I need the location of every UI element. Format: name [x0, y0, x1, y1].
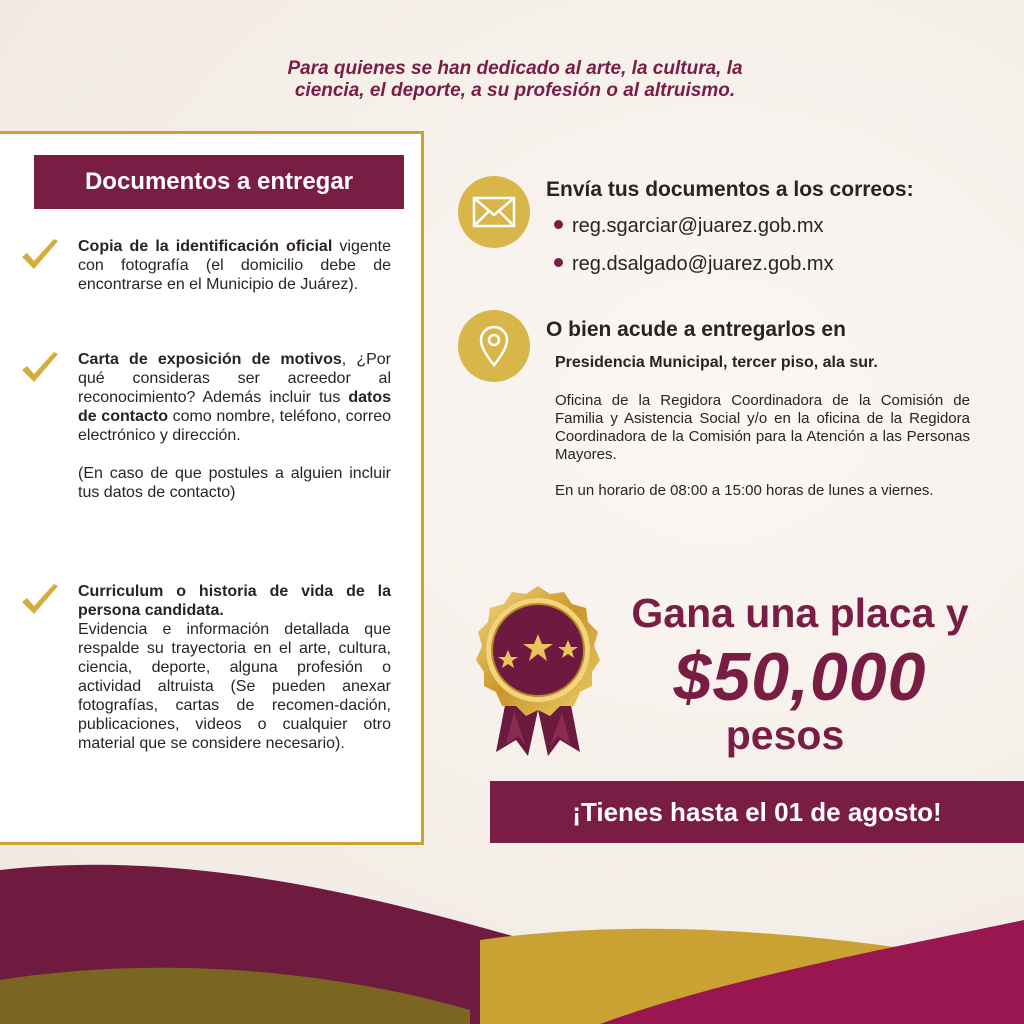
requirement-detail: vigente con fotografía (el domicilio debe de encontrarse en el Municipio de Juárez).	[78, 238, 391, 293]
requirement-detail: , ¿Por qué consideras ser acreedor al reconocimiento? Además incluir tus	[78, 351, 392, 406]
email-item	[554, 213, 994, 239]
documents-card	[0, 131, 424, 845]
mail-icon-circle	[458, 176, 530, 248]
documents-header: Documentos a entregar	[34, 155, 404, 209]
requirement-detail: Evidencia e información detallada que respalde su trayectoria en el arte, cultura, ciencia, deporte, alguna profesión o actividad altruista (Se pueden anexar fotografías, cartas de recomen-dación, publicaciones, videos o cualquier otro material que se considere necesario).	[78, 621, 391, 752]
check-icon	[20, 350, 60, 388]
requirement-note: (En caso de que postules a alguien incluir tus datos de contacto)	[78, 465, 391, 501]
decorative-waves	[0, 860, 1024, 1024]
deliver-place: Presidencia Municipal, tercer piso, ala sur.	[555, 354, 878, 371]
requirement-emphasis: datos de contacto	[78, 389, 391, 425]
tagline	[200, 58, 830, 102]
prize-line-3: pesos	[725, 712, 845, 758]
deliver-title: O bien acude a entregarlos en	[546, 318, 846, 341]
office-description: Oficina de la Regidora Coordinadora de la Comisión de Familia y Asistencia Social y/o en la oficina de la Regidora Coordinadora de la Comisión para la Atención a las Personas Mayores.	[555, 392, 970, 463]
requirement-text	[78, 350, 391, 502]
tagline-line-2: ciencia, el deporte, a su profesión o al altruismo.	[294, 80, 736, 101]
email-item	[554, 251, 994, 277]
check-icon	[20, 582, 60, 620]
mail-icon	[472, 195, 516, 229]
bullet-icon	[554, 258, 563, 267]
medal-icon	[458, 582, 618, 758]
prize-amount: $50,000	[673, 639, 927, 715]
office-hours: En un horario de 08:00 a 15:00 horas de lunes a viernes.	[555, 482, 934, 499]
requirement-title: Carta de exposición de motivos	[78, 351, 342, 368]
check-icon	[20, 237, 60, 275]
email-link[interactable]: reg.dsalgado@juarez.gob.mx	[572, 253, 834, 275]
requirement-text	[78, 582, 391, 753]
send-title: Envía tus documentos a los correos:	[546, 178, 914, 201]
requirement-title: Copia de la identificación oficial	[78, 238, 333, 255]
tagline-line-1: Para quienes se han dedicado al arte, la cultura, la	[287, 58, 743, 79]
requirement-title: Curriculum o historia de vida de la persona candidata.	[78, 583, 391, 619]
requirement-text	[78, 237, 391, 294]
deadline-banner: ¡Tienes hasta el 01 de agosto!	[490, 781, 1024, 843]
office-info	[555, 392, 970, 500]
requirement-detail-2: como nombre, teléfono, correo electrónico y dirección.	[78, 408, 391, 444]
location-icon-circle	[458, 310, 530, 382]
bullet-icon	[554, 220, 563, 229]
email-link[interactable]: reg.sgarciar@juarez.gob.mx	[572, 215, 824, 237]
location-pin-icon	[477, 324, 511, 368]
prize-line-1: Gana una placa y	[631, 590, 969, 636]
